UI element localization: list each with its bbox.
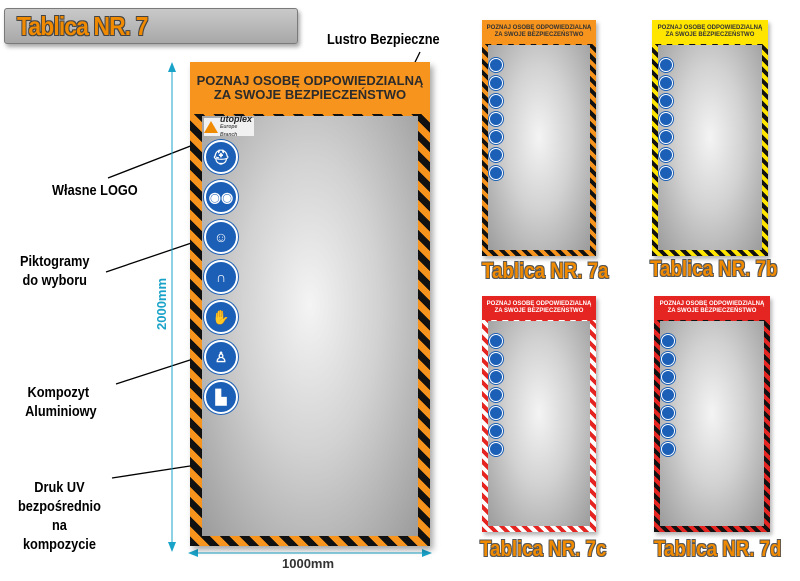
helmet-icon xyxy=(661,334,675,348)
variant-label-7c: Tablica NR. 7c xyxy=(480,536,607,561)
gloves-icon xyxy=(489,130,503,144)
variant-7c-header xyxy=(482,296,596,320)
ear-protection-icon: ∩ xyxy=(204,260,238,294)
variant-board-7d xyxy=(654,296,770,532)
pictograms-callout-line1: Piktogramy xyxy=(20,253,90,270)
variant-7b-header-line1: POZNAJ OSOBĘ ODPOWIEDZIALNĄ xyxy=(657,25,763,32)
helmet-icon: ⛑ xyxy=(204,140,238,174)
mirror-callout: Lustro Bezpieczne xyxy=(327,31,440,48)
variant-7d-header-line2: ZA SWOJE BEZPIECZEŃSTWO xyxy=(667,308,757,314)
logo-mark-icon xyxy=(204,121,218,133)
composite-callout-line2: Aluminiowy xyxy=(25,403,97,420)
goggles-icon xyxy=(659,76,673,90)
goggles-icon xyxy=(489,76,503,90)
variant-7a-header-line1: POZNAJ OSOBĘ ODPOWIEDZIALNĄ xyxy=(486,25,592,32)
helmet-icon xyxy=(659,58,673,72)
ear-protection-icon xyxy=(659,112,673,126)
width-dimension-label: 1000mm xyxy=(282,556,335,571)
composite-callout xyxy=(20,383,97,421)
boot-icon xyxy=(661,442,675,456)
composite-callout-line xyxy=(116,360,190,384)
gloves-icon: ✋ xyxy=(204,300,238,334)
print-callout xyxy=(18,478,101,554)
variant-label-7d: Tablica NR. 7d xyxy=(654,536,782,561)
helmet-icon xyxy=(489,58,503,72)
variant-7a-mirror xyxy=(488,45,590,250)
height-dimension-label: 2000mm xyxy=(154,277,169,330)
main-header-line2: ZA SWOJE BEZPIECZEŃSTWO xyxy=(213,87,407,102)
logo-subtext: Europe Branch xyxy=(220,124,238,138)
mask-icon xyxy=(489,370,503,384)
gloves-icon xyxy=(489,406,503,420)
variant-7d-mirror xyxy=(660,321,764,526)
variant-7b-mirror xyxy=(658,45,762,250)
mask-icon: ☺ xyxy=(204,220,238,254)
gloves-icon xyxy=(659,130,673,144)
ear-protection-icon xyxy=(661,388,675,402)
variant-7c-header-line1: POZNAJ OSOBĘ ODPOWIEDZIALNĄ xyxy=(486,301,592,308)
coverall-icon: ♙ xyxy=(204,340,238,374)
goggles-icon xyxy=(661,352,675,366)
composite-callout-line1: Kompozyt xyxy=(27,384,90,401)
pictograms-callout xyxy=(20,252,89,290)
variant-7a-header xyxy=(482,20,596,44)
print-callout-line1: Druk UV xyxy=(34,479,85,496)
boot-icon xyxy=(489,442,503,456)
variant-7c-mirror xyxy=(488,321,590,526)
main-header-line1: POZNAJ OSOBĘ ODPOWIEDZIALNĄ xyxy=(196,72,424,88)
coverall-icon xyxy=(659,148,673,162)
custom-logo xyxy=(204,114,254,138)
goggles-icon xyxy=(489,352,503,366)
page-title: Tablica NR. 7 xyxy=(17,11,148,41)
main-board-header xyxy=(190,62,430,114)
gloves-icon xyxy=(661,406,675,420)
ear-protection-icon xyxy=(489,388,503,402)
variant-board-7c xyxy=(482,296,596,532)
variant-7b-header-line2: ZA SWOJE BEZPIECZEŃSTWO xyxy=(665,32,755,38)
goggles-icon: ◉◉ xyxy=(204,180,238,214)
variant-7a-header-line2: ZA SWOJE BEZPIECZEŃSTWO xyxy=(494,32,584,38)
variant-7b-header xyxy=(652,20,768,44)
variant-7d-header-line1: POZNAJ OSOBĘ ODPOWIEDZIALNĄ xyxy=(659,301,765,308)
ear-protection-icon xyxy=(489,112,503,126)
logo-text: utoplex xyxy=(220,114,253,124)
main-board xyxy=(190,62,430,546)
boot-icon xyxy=(659,166,673,180)
print-callout-line4: kompozycie xyxy=(22,536,96,553)
boot-icon xyxy=(489,166,503,180)
mask-icon xyxy=(659,94,673,108)
coverall-icon xyxy=(661,424,675,438)
pictograms-callout-line2: do wyboru xyxy=(22,272,87,289)
variant-board-7b xyxy=(652,20,768,256)
variant-7c-header-line2: ZA SWOJE BEZPIECZEŃSTWO xyxy=(494,308,584,314)
variant-board-7a xyxy=(482,20,596,256)
coverall-icon xyxy=(489,148,503,162)
helmet-icon xyxy=(489,334,503,348)
print-callout-line3: na xyxy=(52,517,67,534)
print-callout-line xyxy=(112,466,190,478)
variant-label-7b: Tablica NR. 7b xyxy=(650,256,778,281)
variant-label-7a: Tablica NR. 7a xyxy=(482,258,609,283)
mask-icon xyxy=(489,94,503,108)
print-callout-line2: bezpośrednio xyxy=(18,498,101,515)
boot-icon: ▙ xyxy=(204,380,238,414)
logo-callout: Własne LOGO xyxy=(52,182,138,199)
variant-7d-header xyxy=(654,296,770,320)
coverall-icon xyxy=(489,424,503,438)
mask-icon xyxy=(661,370,675,384)
